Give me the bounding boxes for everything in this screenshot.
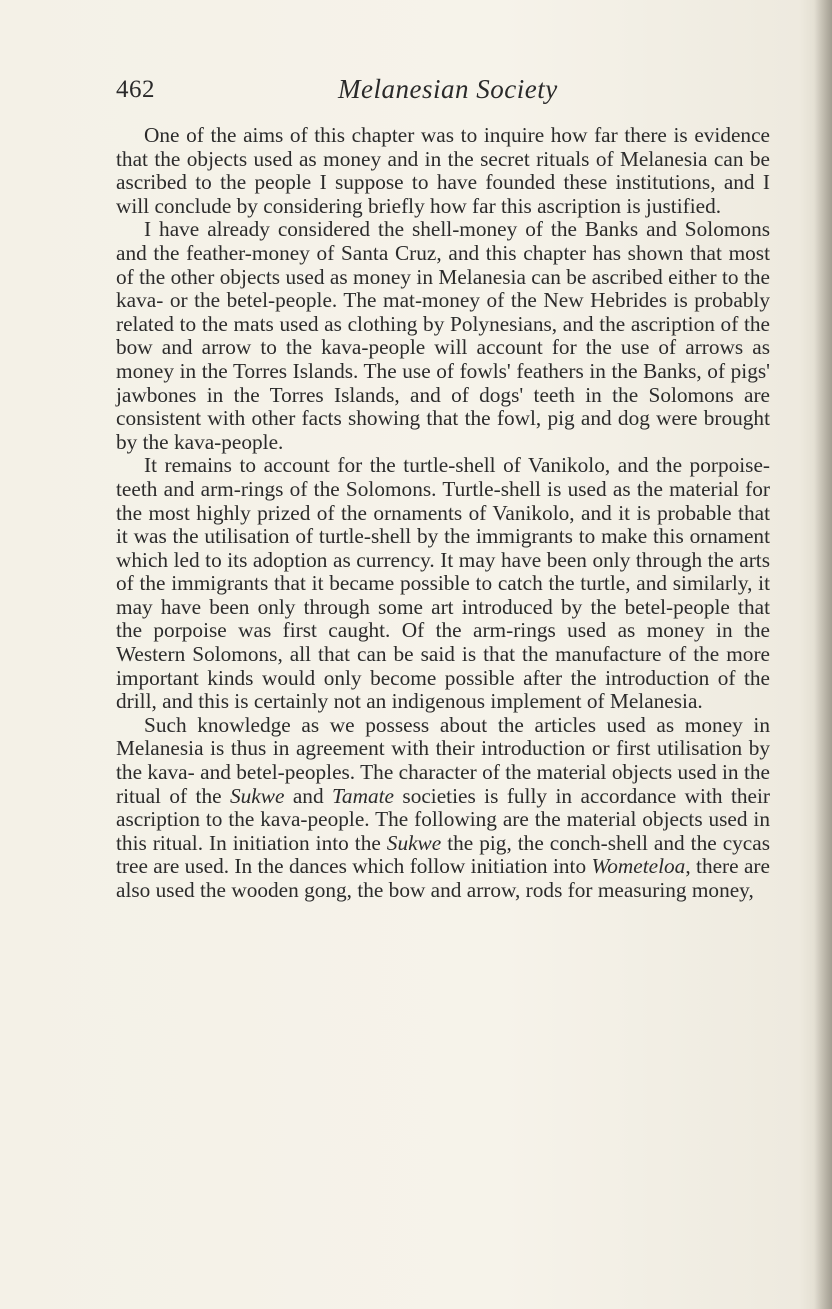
paragraph: One of the aims of this chapter was to inquire how far there is evidence that the objects used as money and in the secret rituals of Melanesia can be ascribed to the people I suppose to have founded these institutions, and I will conclude by considering briefly how far this ascription is justified. (116, 123, 770, 218)
paragraph-text: , there are also used the wooden gong, the bow and arrow, rods for measuring money, (116, 854, 770, 902)
paragraph: It remains to account for the turtle-shell of Vanikolo, and the porpoise-teeth and arm-rings of the Solomons. Turtle-shell is used as the material for the most highly prized of the ornaments of Vanikolo, and it is probable that it was the utilisation of turtle-shell by the immigrants to make this ornament which led to its adoption as currency. It may have been only through the arts of the immigrants that it became possible to catch the turtle, and similarly, it may have been only through some art introduced by the betel-people that the porpoise was first caught. Of the arm-rings used as money in the Western Solomons, all that can be said is that the manufacture of the more important kinds would only become possible after the introduction of the drill, and this is certainly not an indigenous implement of Melanesia. (116, 453, 770, 714)
paragraph-text: Such knowledge as we possess about the articles used as money in Melanesia is thus in agreement with their introduction or first utilisation by the kava- and betel-peoples. The character of the material objects used in the ritual of the (116, 712, 770, 808)
page-number: 462 (116, 76, 155, 103)
paragraph-text: societies is fully in accordance with their ascription to the kava-people. The following are the material objects used in this ritual. In initiation into the (116, 783, 770, 855)
paragraph-text: and (284, 783, 333, 808)
italic-term-tamate: Tamate (332, 783, 394, 808)
running-head: Melanesian Society (338, 74, 558, 104)
paragraph: I have already considered the shell-money of the Banks and Solomons and the feather-money of Santa Cruz, and this chapter has shown that most of the other objects used as money in Melanesia can be ascribed either to the kava- or the betel-people. The mat-money of the New Hebrides is probably related to the mats used as clothing by Polynesians, and the ascription of the bow and arrow to the kava-people will account for the use of arrows as money in the Torres Islands. The use of fowls' feathers in the Banks, of pigs' jawbones in the Torres Islands, and of dogs' teeth in the Solomons are consistent with other facts showing that the fowl, pig and dog were brought by the kava-people. (116, 217, 770, 454)
italic-term-sukwe: Sukwe (230, 783, 285, 808)
italic-term-sukwe: Sukwe (386, 830, 442, 855)
body-text (116, 124, 770, 903)
paragraph-text: the pig, the conch-shell and the cycas tree are used. In the dances which follow initiation into (116, 830, 770, 879)
page-header (116, 74, 772, 114)
italic-term-wometeloa: Wometeloa (591, 854, 686, 879)
paragraph (116, 714, 770, 903)
page-gutter-shadow (814, 0, 832, 1309)
